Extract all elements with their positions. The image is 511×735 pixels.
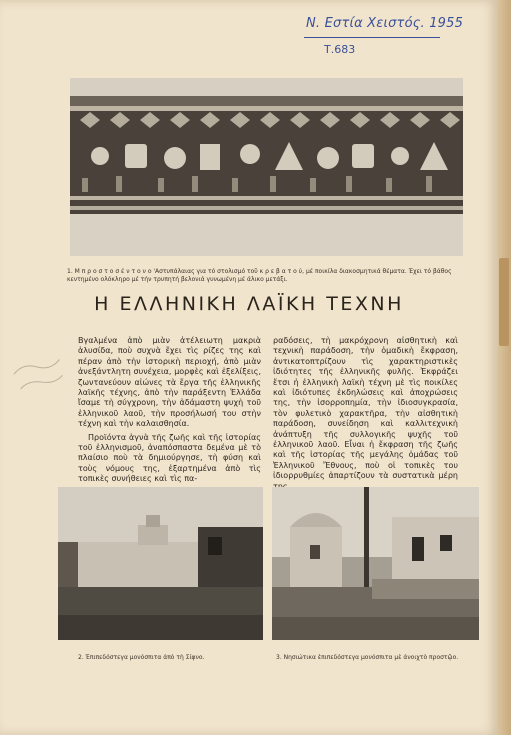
handwritten-reference: Τ.683 <box>324 43 356 56</box>
pencil-marginalia <box>9 349 73 406</box>
page-edge <box>498 0 511 735</box>
handwritten-underline <box>304 37 440 38</box>
sifnos-houses-photo <box>58 487 263 640</box>
caption-embroidery: 1. Μ π ρ ο σ τ ο σ έ ν τ ο ν ο 'Αστυπάλαιας για τό στολισμό τοῦ κ ρ ε β α τ ο ύ, μέ ποικίλα διακοσμητικά θέματα. Έχει τό βάθος κεντημένο ολόκληρο μέ τήν τρυπητή βελονιά γυνωμένη μέ άλικο μετάξι. <box>67 268 452 283</box>
paragraph: Προϊόντα ἁγνὰ τῆς ζωῆς καὶ τῆς ἱστορίας τοῦ ἑλληνισμοῦ, ἀναπόσπαστα δεμένα μὲ τὸ πλαίσιο ποὺ τὰ δημιούργησε, τὴ φύση καὶ τοὺς νόμους της, ἐξαρτημένα ἀπὸ τὶς τοπικὲς συνήθειες καὶ τὶς πα- <box>78 432 261 484</box>
caption-island: 3. Νησιώτικα ἐπιπεδόστεγα μονόσπιτα μὲ ἀνοιχτὸ προστῷο. <box>276 654 459 661</box>
article-title: Η ΕΛΛΗΝΙΚΗ ΛΑΪΚΗ ΤΕΧΝΗ <box>94 293 404 315</box>
article-column-left <box>78 336 261 488</box>
houses-illustration <box>58 487 263 640</box>
handwritten-note: N. Εστία Χειστός. 1955 <box>306 16 464 31</box>
houses-illustration <box>272 487 479 640</box>
article-column-right <box>273 336 458 495</box>
paragraph: Βγαλμένα ἀπὸ μιὰν ἀτέλειωτη μακριὰ ἁλυσίδα, ποὺ συχνὰ ἔχει τὶς ρίζες της καὶ πέραν ἀπὸ τὴν ἱστορικὴ περιοχή, ἀπὸ μιὰν ἀνεξάντλητη συνέχεια, μορφὲς καὶ ἐξελίξεις, ζωντανεύουν αἰώνες τὰ ἔργα τῆς ἑλληνικῆς λαϊκῆς τέχνης, ἀπὸ τὴν παράξεντη Ἑλλάδα ἴσαμε τὴ σύγχρονη, τὴν ἀδάμαστη ψυχὴ τοῦ ἑλληνικοῦ λαοῦ, τὴν προσήλωσή του στὴν τέχνη καὶ τὴν καλαισθησία. <box>78 336 261 429</box>
caption-sifnos: 2. Ἐπιπεδόστεγα μονόσπιτα ἀπὸ τὴ Σίφνο. <box>78 654 205 661</box>
paragraph: ραδόσεις, τὴ μακρόχρονη αἰσθητικὴ καὶ τεχνικὴ παράδοση, τὴν ὁμαδικὴ ἔκφραση, ἀντικατοπτρίζουν τὶς χαρακτηριστικὲς ἰδιότητες τῆς ἑλληνικῆς φυλῆς. Ἐκφράζει ἔτσι ἡ ἑλληνικὴ λαϊκὴ τέχνη μὲ τὶς ποικίλες καὶ ἰδιότυπες ἐκδηλώσεις καὶ ἀποχρώσεις της, τὴν ἰσορροπημία, τὴν ἰδιοσυγκρασία, τὸν φυλετικὸ χαρακτῆρα, τὴν αἰσθητικὴ παράδοση, συνείδηση καὶ καλλιτεχνικὴ ἀνάπτυξη τῆς συλλογικῆς ψυχῆς τοῦ ἑλληνικοῦ λαοῦ. Εἶναι ἡ ἔκφραση τῆς ζωῆς καὶ τῆς ἱστορίας τῆς μεγάλης ὁμάδας τοῦ Ἑλληνικοῦ Ἔθνους, ποὺ οἱ τοπικὲς του ἰδιορρυθμίες ἀπαρτίζουν τὰ συστατικὰ μέρη <box>273 336 458 481</box>
binding-tab <box>499 258 509 346</box>
embroidery-illustration <box>70 78 463 256</box>
pencil-scribble-icon <box>9 349 73 404</box>
embroidery-photo <box>70 78 463 256</box>
island-houses-photo <box>272 487 479 640</box>
